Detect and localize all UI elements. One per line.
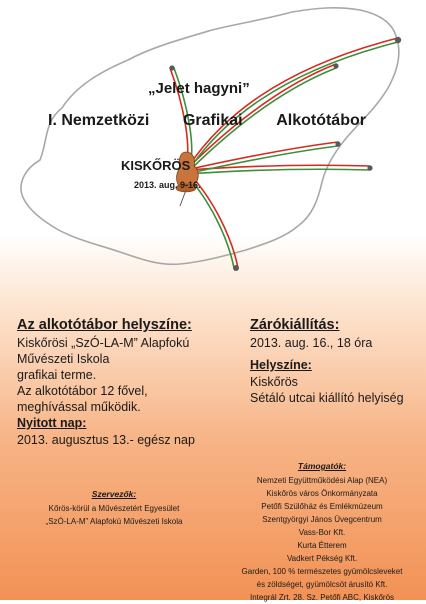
sponsor-line: Vadkert Pékség Kft. (286, 554, 358, 563)
closing-place-heading: Helyszíne: (250, 358, 312, 372)
organizers-heading: Szervezők: (91, 489, 137, 499)
venue-line: meghívással működik. (17, 400, 141, 414)
organizer-line: Kőrös-körül a Művészetért Egyesület (48, 504, 180, 513)
closing-place-line: Sétáló utcai kiállító helyiség (250, 391, 404, 405)
hungary-map-illustration (0, 0, 426, 300)
venue-line: Az alkotótábor 12 fővel, (17, 384, 148, 398)
title-word-1: I. Nemzetközi (48, 112, 150, 129)
event-dates: 2013. aug. 9-16. (134, 180, 201, 190)
venue-line: Kiskőrösi „SzÓ-LA-M” Alapfokú (17, 336, 190, 350)
title-word-2: Grafikai (182, 112, 243, 129)
venue-heading: Az alkotótábor helyszíne: (17, 317, 192, 333)
organizers-section (14, 486, 214, 528)
closing-heading: Zárókiállítás: (250, 317, 340, 333)
sponsor-line: Szentgyörgyi János Üvegcentrum (262, 515, 382, 524)
title-word-3: Alkotótábor (276, 112, 366, 129)
open-day-date: 2013. augusztus 13.- egész nap (17, 433, 195, 447)
sponsor-line: Garden, 100 % természetes gyümölcsleveket (241, 567, 403, 576)
sponsors-heading: Támogatók: (297, 461, 347, 471)
poster-title (48, 112, 366, 130)
sponsor-line: Petőfi Szülőház és Emlékmúzeum (261, 502, 383, 511)
venue-line: grafikai terme. (17, 368, 97, 382)
closing-section (250, 315, 422, 406)
closing-place-line: Kiskőrös (250, 375, 298, 389)
sponsors-section (222, 458, 422, 604)
venue-line: Művészeti Iskola (17, 352, 110, 366)
motto: „Jelet hagyni” (148, 80, 250, 97)
closing-datetime: 2013. aug. 16., 18 óra (250, 336, 373, 350)
open-day-heading: Nyitott nap: (17, 416, 87, 430)
sponsor-line: Kiskőrös város Önkormányzata (266, 489, 378, 498)
sponsor-line: Integrál Zrt. 28. Sz. Petőfi ABC, Kiskőrös (249, 593, 395, 602)
sponsor-line: Kurta Étterem (297, 541, 347, 550)
sponsor-line: Vass-Bor Kft. (298, 528, 346, 537)
sponsor-line: és zöldséget, gyümölcsöt árusító Kft. (256, 580, 388, 589)
city-name: KISKŐRÖS (121, 158, 191, 173)
venue-section (17, 315, 222, 448)
sponsor-line: Nemzeti Együttműködési Alap (NEA) (256, 476, 388, 485)
hungary-outline (21, 8, 399, 264)
tricolor-rays (170, 38, 398, 268)
organizer-line: „SzÓ-LA-M” Alapfokú Művészeti Iskola (45, 517, 183, 526)
